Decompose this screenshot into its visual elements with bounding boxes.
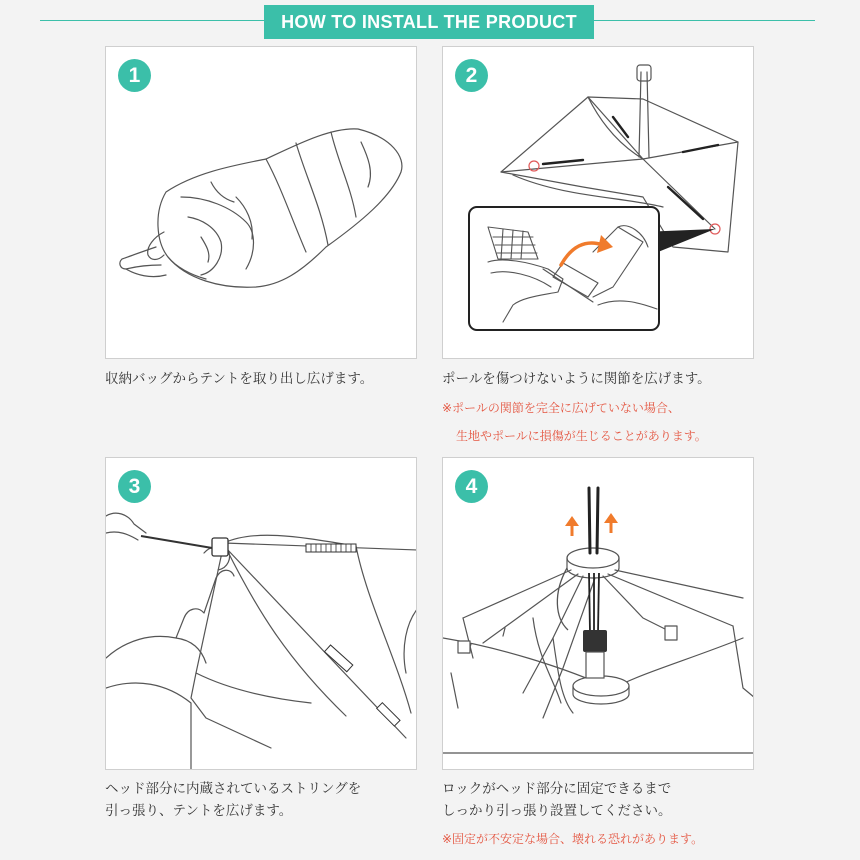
step-number-badge: 2 bbox=[455, 59, 488, 92]
step-2-warning-line-2: 生地やポールに損傷が生じることがあります。 bbox=[456, 429, 707, 443]
step-2-warning-line-1: ※ポールの関節を完全に広げていない場合、 bbox=[442, 401, 680, 415]
step-2-caption: ポールを傷つけないように関節を広げます。 bbox=[442, 371, 711, 387]
step-1-caption: 収納バッグからテントを取り出し広げます。 bbox=[105, 371, 374, 387]
step-3-panel bbox=[105, 457, 417, 770]
pole-joint-illustration bbox=[443, 47, 754, 359]
step-4-caption: ロックがヘッド部分に固定できるまで しっかり引っ張り設置してください。 bbox=[442, 781, 672, 819]
pull-string-illustration bbox=[106, 458, 417, 770]
step-4-warning: ※固定が不安定な場合、壊れる恐れがあります。 bbox=[442, 832, 704, 846]
tent-in-bag-illustration bbox=[106, 47, 417, 359]
page-title: HOW TO INSTALL THE PRODUCT bbox=[264, 5, 594, 39]
step-4-panel bbox=[442, 457, 754, 770]
step-1-panel bbox=[105, 46, 417, 359]
step-number-badge: 4 bbox=[455, 470, 488, 503]
step-2-panel bbox=[442, 46, 754, 359]
step-number-badge: 1 bbox=[118, 59, 151, 92]
lock-hub-illustration bbox=[443, 458, 754, 770]
step-3-caption: ヘッド部分に内蔵されているストリングを 引っ張り、テントを広げます。 bbox=[105, 781, 362, 819]
step-number-badge: 3 bbox=[118, 470, 151, 503]
